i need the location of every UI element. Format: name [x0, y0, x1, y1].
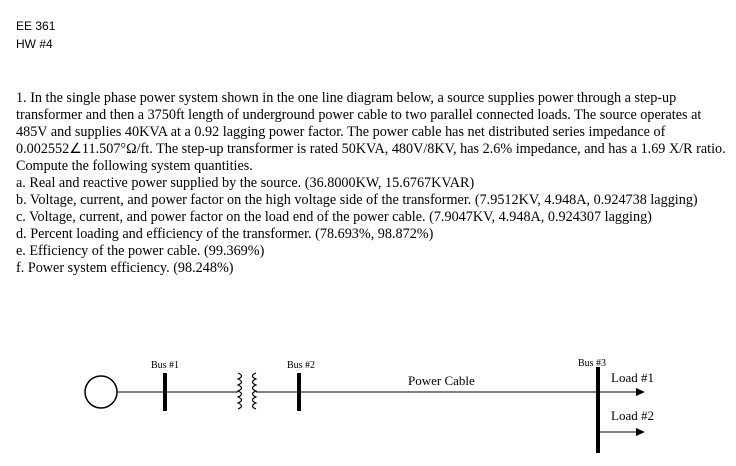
power-cable-label: Power Cable: [408, 373, 475, 388]
bus-2-label: Bus #2: [287, 360, 316, 371]
problem-statement: 1. In the single phase power system shown in the one line diagram below, a source supplies power through a step-up transformer and then a 3750ft length of underground power cable to two parallel connected loads. The source operates at 485V and supplies 40KVA at a 0.92 lagging power factor. The power cable has net distributed series impedance of 0.002552∠11.507°Ω/ft. The step-up transformer is rated 50KVA, 480V/8KV, has 2.6% impedance, and has a 1.69 X/R ratio. Compute the following system quantities.: [16, 90, 726, 174]
part-d: d. Percent loading and efficiency of the transformer. (78.693%, 98.872%): [16, 226, 434, 242]
transformer-secondary-coil: [253, 373, 257, 409]
source-generator: [85, 376, 117, 408]
load-2-label: Load #2: [611, 408, 654, 423]
course-code: EE 361: [16, 19, 56, 33]
part-c: c. Voltage, current, and power factor on the load end of the power cable. (7.9047KV, 4.948A, 0.924307 lagging): [16, 209, 652, 225]
one-line-diagram: [0, 340, 736, 466]
transformer-primary-coil: [238, 373, 242, 409]
part-f: f. Power system efficiency. (98.248%): [16, 260, 234, 276]
part-e: e. Efficiency of the power cable. (99.369%): [16, 243, 265, 259]
problem-1: [16, 90, 728, 277]
load-1-arrowhead: [636, 388, 645, 396]
load-1-label: Load #1: [611, 370, 654, 385]
document-header: [16, 17, 55, 53]
bus-3-label: Bus #3: [578, 358, 607, 369]
assignment-title: HW #4: [16, 37, 53, 51]
part-b: b. Voltage, current, and power factor on the high voltage side of the transformer. (7.9512KV, 4.948A, 0.924738 lagging): [16, 192, 698, 208]
load-2-arrowhead: [636, 428, 645, 436]
bus-1-label: Bus #1: [151, 360, 180, 371]
part-a: a. Real and reactive power supplied by the source. (36.8000KW, 15.6767KVAR): [16, 175, 475, 191]
